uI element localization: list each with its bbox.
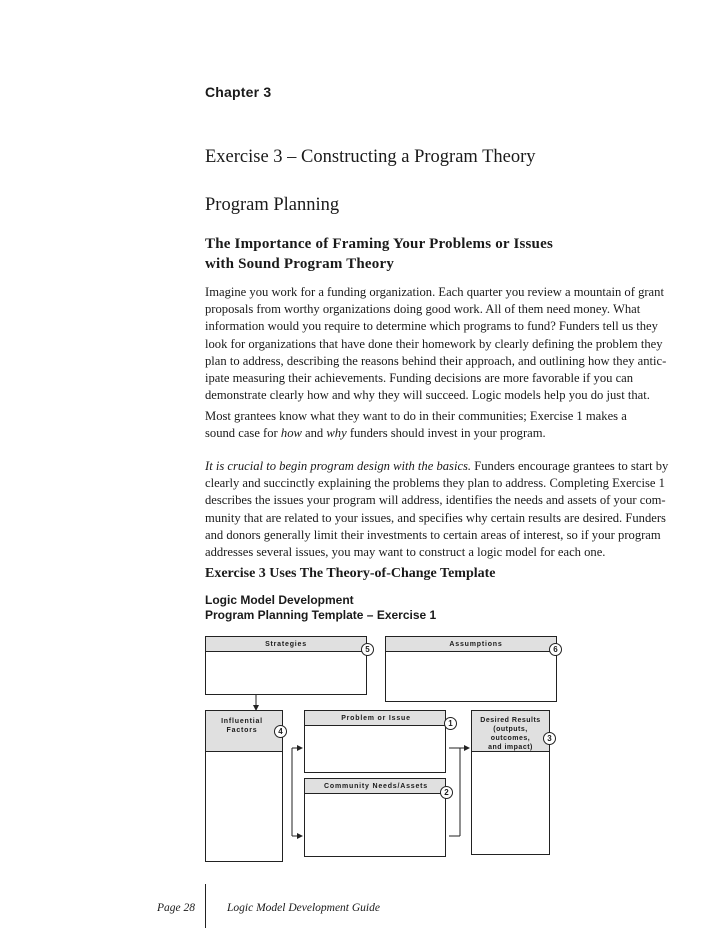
influential-factors-label <box>210 717 274 735</box>
text-span: Funders encourage grantees to start by <box>471 459 669 473</box>
text-line: Most grantees know what they want to do in their communities; Exercise 1 makes a <box>205 409 627 423</box>
template-title-line: Program Planning Template – Exercise 1 <box>205 607 437 622</box>
problem-issue-box <box>304 710 446 773</box>
assumptions-label: Assumptions <box>449 641 503 648</box>
label-line: (outputs, outcomes, <box>490 726 531 742</box>
label-line: and impact) <box>488 744 533 751</box>
text-line: and donors generally limit their investments to certain areas of interest, so if your program <box>205 527 661 542</box>
problem-issue-label: Problem or Issue <box>341 715 411 722</box>
text-line: proposals from worthy organizations doing good work. All of them need money. What <box>205 302 641 317</box>
text-span: funders should invest in your program. <box>346 426 546 441</box>
text-line: information would you require to determine which programs to fund? Funders tell us they <box>205 319 658 334</box>
step-number-4: 4 <box>274 725 287 738</box>
step-number-6: 6 <box>549 643 562 656</box>
label-line: Factors <box>226 727 258 734</box>
importance-heading-line: with Sound Program Theory <box>205 256 395 272</box>
text-line: plan to address, describing the reasons behind their approach, and outlining how they antic- <box>205 353 667 368</box>
text-line: addresses several issues, you may want to construct a logic model for each one. <box>205 545 606 560</box>
text-line: clearly and succinctly explaining the problems they plan to address. Completing Exercise 1 <box>205 476 665 491</box>
page-number: Page 28 <box>157 902 196 914</box>
text-span: sound case for <box>205 426 281 441</box>
assumptions-box <box>385 636 557 702</box>
emphasis-lead: It is crucial to begin program design with the basics. <box>205 459 472 473</box>
text-span: and <box>301 426 327 441</box>
text-line: Imagine you work for a funding organization. Each quarter you review a mountain of grant <box>205 285 664 299</box>
emphasis-why: why <box>326 426 347 441</box>
exercise-heading: Exercise 3 – Constructing a Program Theory <box>205 147 536 167</box>
desired-results-label <box>473 716 548 752</box>
chapter-label: Chapter 3 <box>205 84 272 100</box>
text-line: demonstrate clearly how and why they will succeed. Logic models help you do just that. <box>205 388 650 403</box>
template-title-line: Logic Model Development <box>205 593 354 607</box>
footer-guide-title: Logic Model Development Guide <box>227 902 380 914</box>
label-line: Desired Results <box>480 717 541 724</box>
text-line: look for organizations that have done their homework by clearly defining the problem they <box>205 336 663 351</box>
step-number-5: 5 <box>361 643 374 656</box>
influential-factors-box <box>205 710 283 862</box>
importance-heading-line: The Importance of Framing Your Problems or Issues <box>205 236 553 252</box>
text-line: munity that are related to your issues, and specifies why certain results are desired. Funders <box>205 510 666 525</box>
text-line: ipate measuring their achievements. Funding decisions are more favorable if you can <box>205 371 634 386</box>
text-line: describes the issues your program will address, identifies the needs and assets of your com- <box>205 493 666 508</box>
strategies-label: Strategies <box>265 641 307 648</box>
step-number-1: 1 <box>444 717 457 730</box>
footer-divider <box>205 884 206 928</box>
section-heading: Program Planning <box>205 195 340 215</box>
emphasis-how: how <box>280 426 302 441</box>
label-line: Influential <box>221 718 263 725</box>
strategies-box <box>205 636 367 695</box>
step-number-2: 2 <box>440 786 453 799</box>
community-needs-label: Community Needs/Assets <box>324 783 428 790</box>
desired-results-box <box>471 710 550 855</box>
community-needs-box <box>304 778 446 857</box>
uses-heading: Exercise 3 Uses The Theory-of-Change Template <box>205 566 496 581</box>
step-number-3: 3 <box>543 732 556 745</box>
